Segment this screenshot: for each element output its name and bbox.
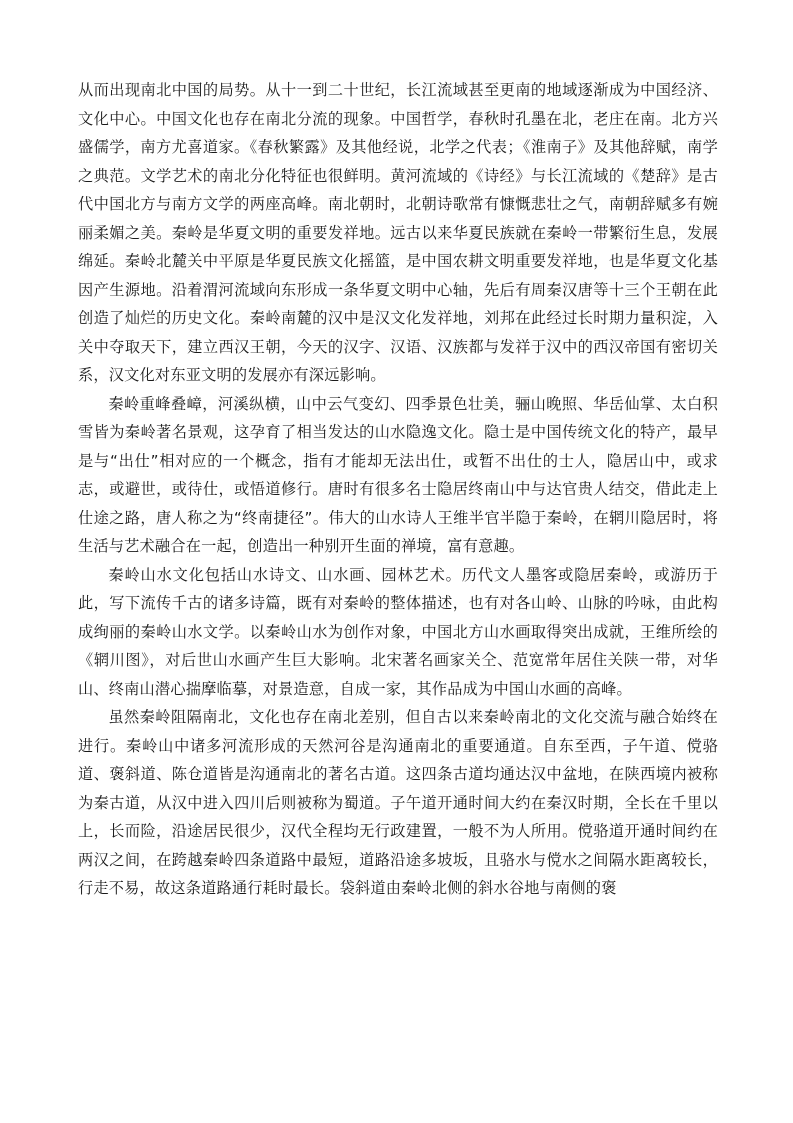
paragraph-3: 秦岭山水文化包括山水诗文、山水画、园林艺术。历代文人墨客或隐居秦岭，或游历于此，写下流传千古的诸多诗篇，既有对秦岭的整体描述，也有对各山岭、山脉的吟咏，由此构成绚丽的秦岭山水文学。以秦岭山水为创作对象，中国北方山水画取得突出成就，王维所绘的《辋川图》，对后世山水画产生巨大影响。北宋著名画家关仝、范宽常年居住关陕一带，对华山、终南山潜心揣摩临摹，对景造意，自成一家，其作品成为中国山水画的高峰。 (78, 565, 718, 698)
paragraph-4: 虽然秦岭阻隔南北，文化也存在南北差别，但自古以来秦岭南北的文化交流与融合始终在进行。秦岭山中诸多河流形成的天然河谷是沟通南北的重要通道。自东至西，子午道、傥骆道、褒斜道、陈仓道皆是沟通南北的著名古道。这四条古道均通达汉中盆地，在陕西境内被称为秦古道，从汉中进入四川后则被称为蜀道。子午道开通时间大约在秦汉时期，全长在千里以上，长而险，沿途居民很少，汉代全程均无行政建置，一般不为人所用。傥骆道开通时间约在两汉之间，在跨越秦岭四条道路中最短，道路沿途多坡坂，且骆水与傥水之间隔水距离较长，行走不易，故这条道路通行耗时最长。袋斜道由秦岭北侧的斜水谷地与南侧的褒 (78, 708, 718, 897)
paragraph-1: 从而出现南北中国的局势。从十一到二十世纪，长江流域甚至更南的地域逐渐成为中国经济、文化中心。中国文化也存在南北分流的现象。中国哲学，春秋时孔墨在北，老庄在南。北方兴盛儒学，南方尤喜道家。《春秋繁露》及其他经说，北学之代表；《淮南子》及其他辞赋，南学之典范。文学艺术的南北分化特征也很鲜明。黄河流域的《诗经》与长江流域的《楚辞》是古代中国北方与南方文学的两座高峰。南北朝时，北朝诗歌常有慷慨悲壮之气，南朝辞赋多有婉丽柔媚之美。秦岭是华夏文明的重要发祥地。远古以来华夏民族就在秦岭一带繁衍生息，发展绵延。秦岭北麓关中平原是华夏民族文化摇篮，是中国农耕文明重要发祥地，也是华夏文化基因产生源地。沿着渭河流域向东形成一条华夏文明中心轴，先后有周秦汉唐等十三个王朝在此创造了灿烂的历史文化。秦岭南麓的汉中是汉文化发祥地，刘邦在此经过长时期力量积淀，入关中夺取天下，建立西汉王朝，今天的汉字、汉语、汉族都与发祥于汉中的西汉帝国有密切关系，汉文化对东亚文明的发展亦有深远影响。 (78, 81, 718, 384)
body-text (78, 76, 718, 903)
paragraph-2: 秦岭重峰叠嶂，河溪纵横，山中云气变幻、四季景色壮美，骊山晚照、华岳仙掌、太白积雪皆为秦岭著名景观，这孕育了相当发达的山水隐逸文化。隐士是中国传统文化的特产，最早是与“出仕”相对应的一个概念，指有才能却无法出仕，或暂不出仕的士人，隐居山中，或求志，或避世，或待仕，或悟道修行。唐时有很多名士隐居终南山中与达官贵人结交，借此走上仕途之路，唐人称之为“终南捷径”。伟大的山水诗人王维半官半隐于秦岭，在辋川隐居时，将生活与艺术融合在一起，创造出一种别开生面的禅境，富有意趣。 (78, 394, 718, 555)
